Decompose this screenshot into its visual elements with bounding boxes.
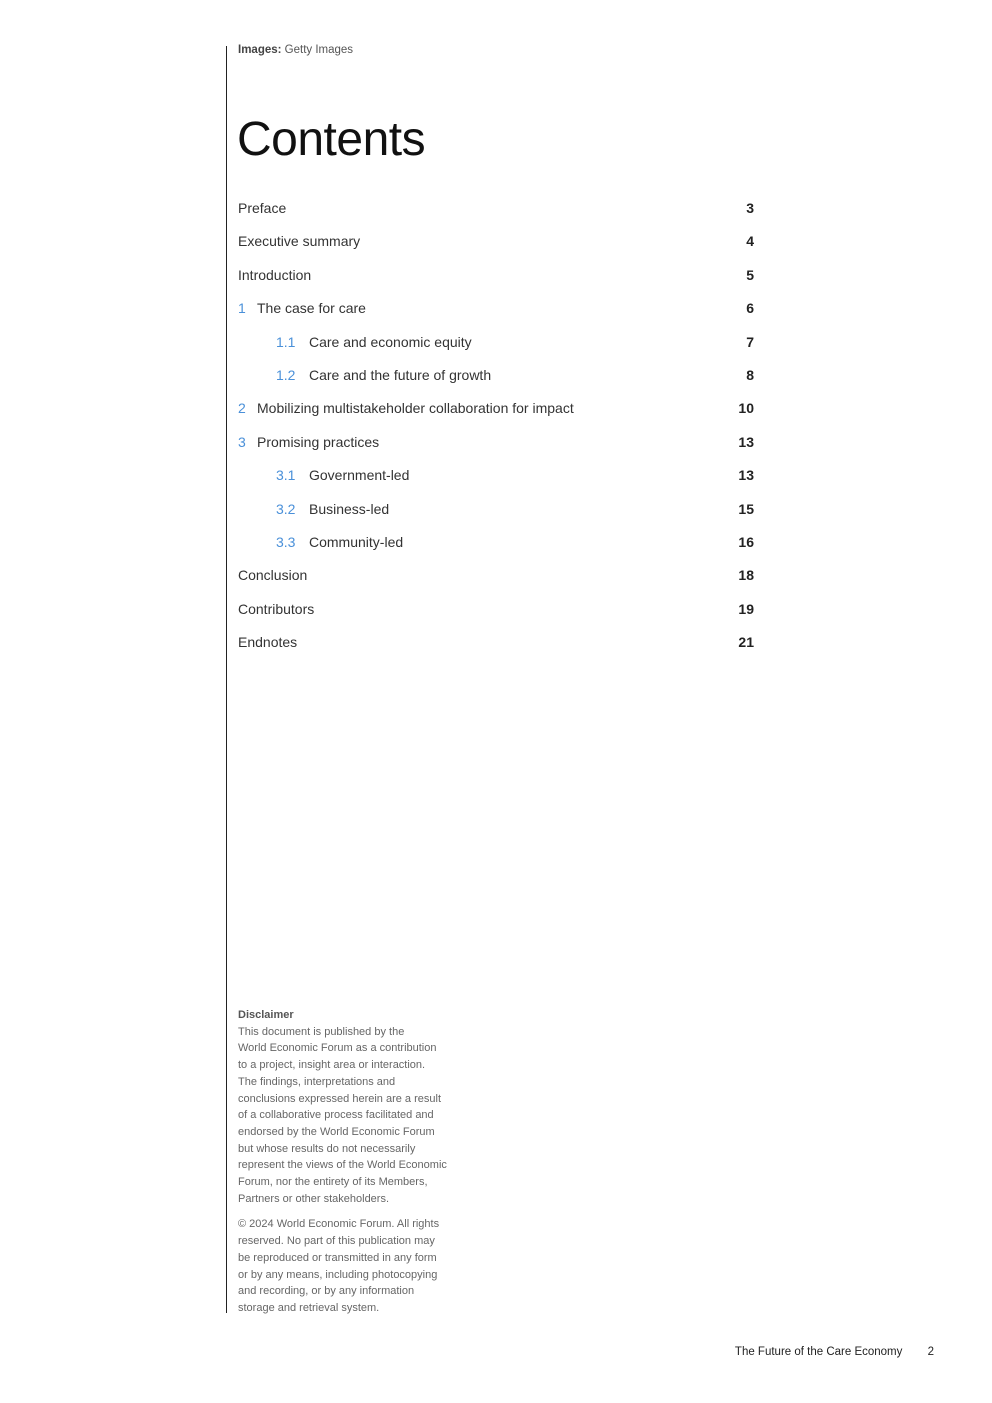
toc-entry-number: 3.2	[276, 500, 296, 517]
toc-entry-label: Care and the future of growth	[309, 366, 492, 383]
toc-entry[interactable]	[238, 526, 754, 559]
toc-entry-number: 3.1	[276, 467, 296, 484]
toc-entry-number: 2	[238, 400, 246, 417]
toc-entry-page: 13	[738, 467, 754, 484]
toc-entry[interactable]	[238, 426, 754, 459]
toc-entry[interactable]	[238, 192, 754, 225]
toc-entry-label: Promising practices	[257, 433, 380, 450]
toc-entry-page: 19	[738, 600, 754, 617]
toc-entry[interactable]	[238, 259, 754, 292]
toc-entry-label: Introduction	[238, 266, 312, 283]
toc-entry-page: 7	[746, 333, 754, 350]
toc-entry-label: Care and economic equity	[309, 333, 472, 350]
toc-entry-label: Contributors	[238, 600, 315, 617]
toc-entry-page: 15	[738, 500, 754, 517]
page-footer	[735, 1346, 934, 1358]
toc-entry-label: Conclusion	[238, 567, 308, 584]
table-of-contents	[238, 192, 754, 659]
toc-entry[interactable]	[238, 225, 754, 258]
disclaimer	[238, 1007, 478, 1317]
toc-entry-page: 21	[738, 634, 754, 651]
toc-entry[interactable]	[238, 626, 754, 659]
toc-entry[interactable]	[238, 326, 754, 359]
toc-entry-label: Executive summary	[238, 233, 361, 250]
toc-entry-page: 4	[746, 233, 754, 250]
toc-entry-page: 6	[746, 300, 754, 317]
toc-entry-label: Preface	[238, 200, 287, 216]
toc-entry[interactable]	[238, 593, 754, 626]
toc-entry-number: 1.2	[276, 366, 296, 383]
toc-entry[interactable]	[238, 292, 754, 325]
toc-entry[interactable]	[238, 493, 754, 526]
page-title: Contents	[237, 113, 426, 166]
toc-entry-number: 1	[238, 300, 246, 317]
toc-entry-page: 10	[738, 400, 754, 417]
copyright-notice: © 2024 World Economic Forum. All rights reserved. No part of this publication may be reproduced or transmitted in any form or by any means, including photocopying and recording, or by any information storage and retrieval system.	[238, 1218, 440, 1314]
image-credit	[238, 44, 353, 56]
toc-entry-label: The case for care	[257, 300, 366, 317]
toc-entry-page: 8	[746, 366, 754, 383]
toc-entry-label: Community-led	[309, 533, 404, 550]
footer-page-number: 2	[927, 1346, 934, 1358]
image-credit-label: Images:	[238, 44, 282, 56]
toc-entry-page: 16	[738, 533, 754, 550]
toc-entry[interactable]	[238, 392, 754, 425]
toc-entry-page: 18	[738, 567, 754, 584]
left-margin-rule	[226, 46, 227, 1313]
toc-entry-number: 3.3	[276, 533, 296, 550]
toc-entry-label: Government-led	[309, 467, 410, 484]
toc-entry-number: 3	[238, 433, 246, 450]
toc-entry-label: Mobilizing multistakeholder collaboration for impact	[257, 400, 574, 417]
toc-entry-page: 3	[746, 200, 754, 216]
toc-entry-label: Endnotes	[238, 634, 298, 651]
toc-entry[interactable]	[238, 459, 754, 492]
disclaimer-heading: Disclaimer	[238, 1009, 294, 1021]
footer-document-title: The Future of the Care Economy	[734, 1346, 903, 1358]
toc-entry-number: 1.1	[276, 333, 296, 350]
disclaimer-body: This document is published by the World Economic Forum as a contribution to a project, insight area or interaction. The findings, interpretations and conclusions expressed herein are a result of a collaborative process facilitated and endorsed by the World Economic Forum but whose results do not necessarily represent the views of the World Economic Forum, nor the entirety of its Members, Partners or other stakeholders.	[238, 1025, 447, 1205]
image-credit-value: Getty Images	[284, 44, 354, 56]
toc-entry-page: 13	[738, 433, 754, 450]
toc-entry[interactable]	[238, 559, 754, 592]
toc-entry-label: Business-led	[309, 500, 390, 517]
toc-entry[interactable]	[238, 359, 754, 392]
toc-entry-page: 5	[746, 266, 754, 283]
